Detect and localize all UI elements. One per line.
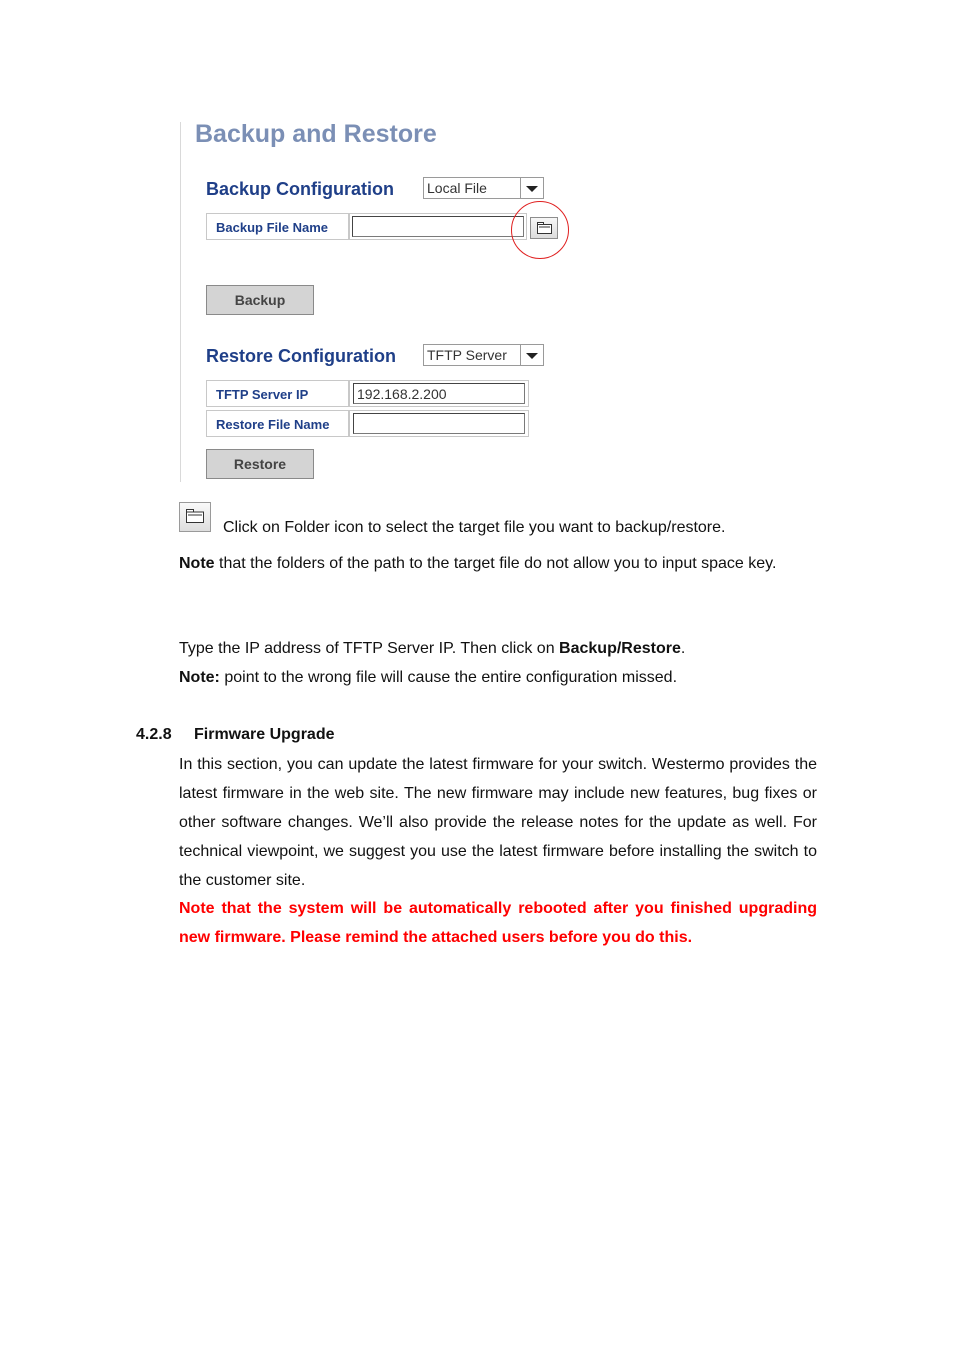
tftp-server-ip-input[interactable]: 192.168.2.200	[353, 383, 525, 404]
chevron-down-icon[interactable]	[520, 178, 543, 198]
section-number: 4.2.8	[136, 726, 172, 743]
folder-button-example	[179, 502, 211, 532]
restore-source-value: TFTP Server	[427, 347, 507, 363]
firmware-upgrade-body: In this section, you can update the latest firmware for your switch. Westermo provides the latest firmware in the web site. The new firmware may include new features, bug fixes or other software changes. We’ll also provide the release notes for the update as well. For technical viewpoint, we suggest you use the latest firmware before installing the switch to the customer site.	[179, 756, 817, 889]
restore-file-name-frame	[349, 410, 529, 437]
note-label: Note:	[179, 669, 220, 686]
note-text: that the folders of the path to the target file do not allow you to input space key.	[214, 555, 777, 572]
backup-button[interactable]: Backup	[206, 285, 314, 315]
type-ip-text: Type the IP address of TFTP Server IP. Then click on	[179, 640, 560, 657]
chevron-down-icon[interactable]	[520, 345, 543, 365]
note-wrong-file	[179, 663, 677, 692]
type-ip-end: .	[680, 640, 686, 657]
backup-file-name-input[interactable]	[352, 216, 524, 237]
panel-title: Backup and Restore	[195, 120, 437, 148]
section-heading: Firmware Upgrade	[194, 726, 335, 743]
highlight-circle	[511, 201, 569, 259]
note-label: Note	[179, 555, 215, 572]
tftp-server-ip-frame	[349, 380, 529, 407]
backup-source-value: Local File	[427, 180, 487, 196]
restore-config-title: Restore Configuration	[206, 346, 397, 366]
backup-config-title: Backup Configuration	[206, 179, 394, 199]
backup-file-name-frame	[349, 213, 527, 240]
backup-restore-bold: Backup/Restore	[559, 640, 681, 657]
backup-file-name-label: Backup File Name	[206, 213, 349, 240]
folder-hint-text: Click on Folder icon to select the target file you want to backup/restore.	[223, 519, 726, 536]
type-ip-instruction	[179, 634, 685, 663]
restore-file-name-label: Restore File Name	[206, 410, 349, 437]
note-space-key	[179, 549, 819, 578]
note-text: point to the wrong file will cause the entire configuration missed.	[219, 669, 678, 686]
restore-file-name-input[interactable]	[353, 413, 525, 434]
restore-source-select[interactable]	[423, 344, 544, 366]
panel-divider	[180, 122, 181, 482]
tftp-server-ip-label: TFTP Server IP	[206, 380, 349, 407]
backup-source-select[interactable]	[423, 177, 544, 199]
restore-button[interactable]: Restore	[206, 449, 314, 479]
folder-icon	[186, 509, 204, 523]
reboot-warning: Note that the system will be automatically rebooted after you finished upgrading new firmware. Please remind the attached users before you do this.	[179, 900, 817, 946]
